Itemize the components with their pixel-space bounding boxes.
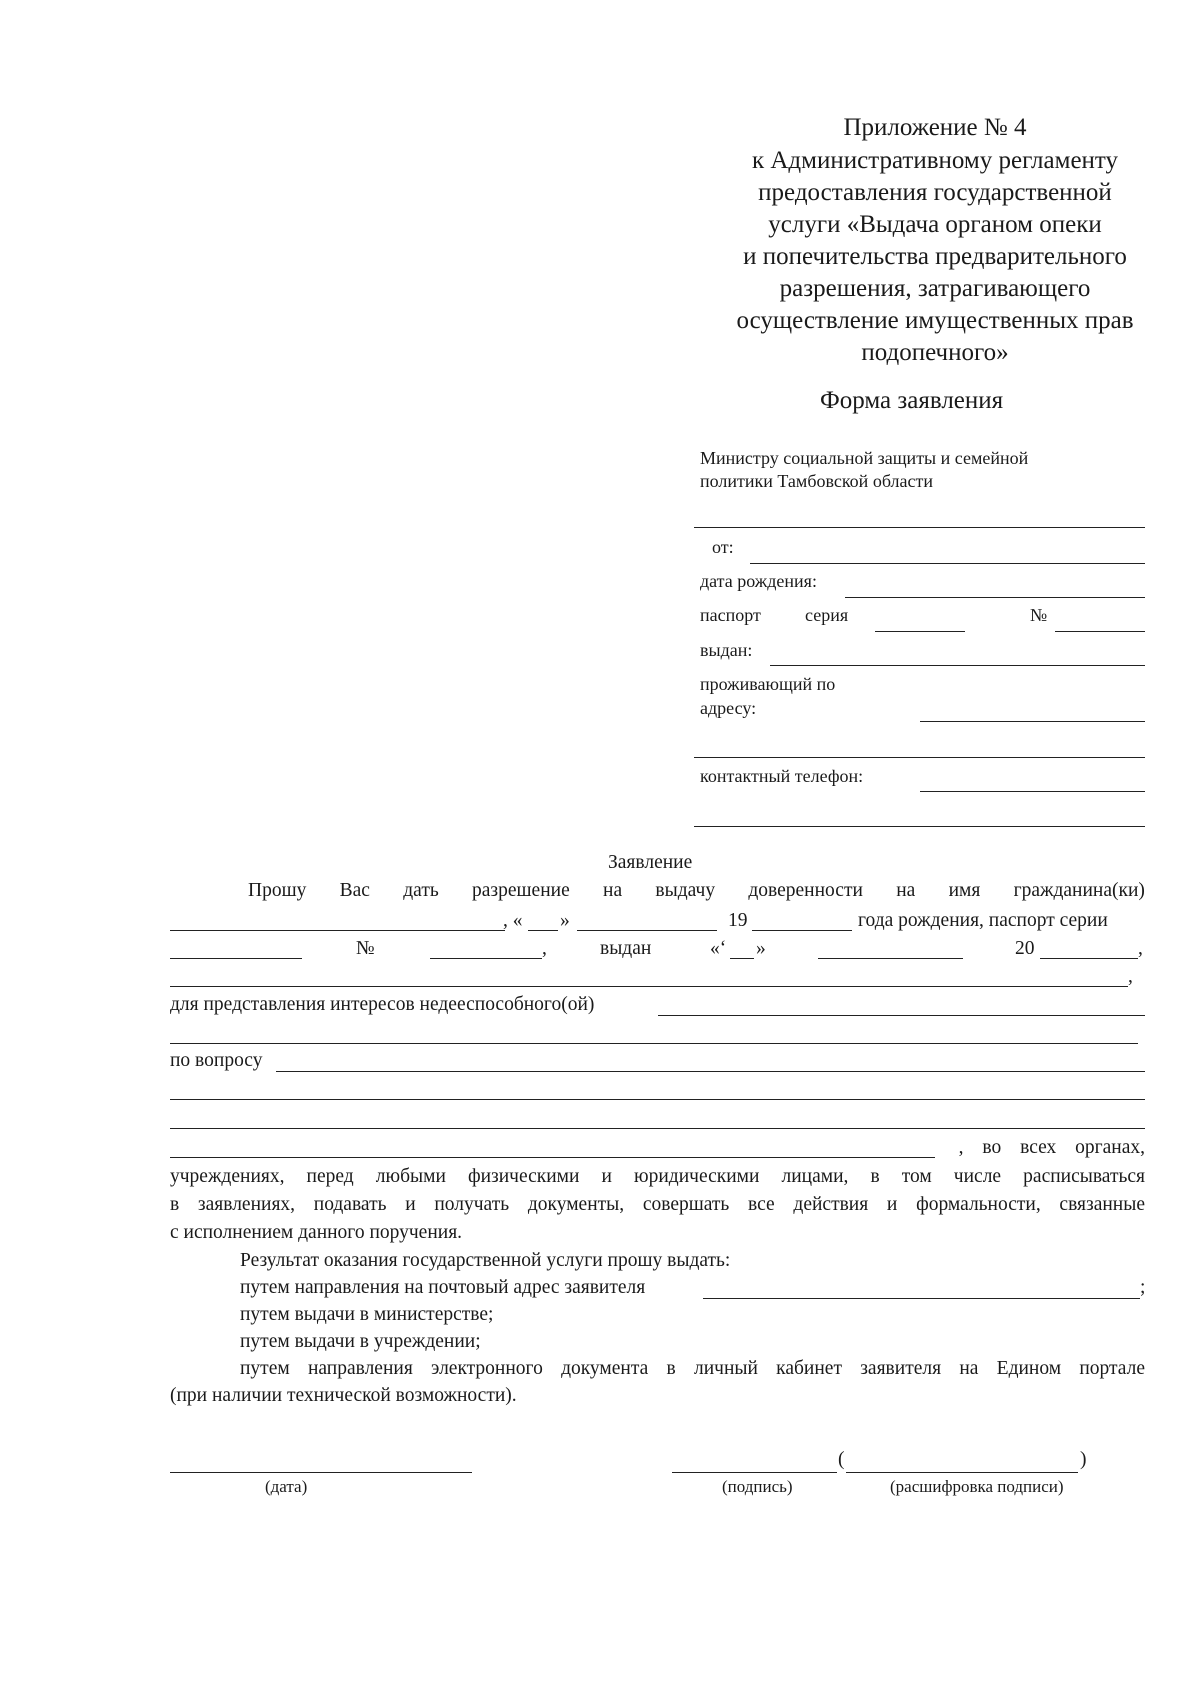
statement-title: Заявление bbox=[608, 852, 693, 873]
from-label: от: bbox=[712, 537, 734, 557]
incapable-name-field[interactable] bbox=[658, 1015, 1145, 1016]
birth-month-field[interactable] bbox=[577, 930, 717, 931]
paren-open: ( bbox=[838, 1449, 845, 1470]
word: доверенности bbox=[748, 880, 863, 901]
addressee-line: Министру социальной защиты и семейной bbox=[700, 448, 1029, 468]
issue-month-field[interactable] bbox=[818, 958, 963, 959]
address-field[interactable] bbox=[920, 721, 1145, 722]
form-title: Форма заявления bbox=[820, 387, 1004, 414]
word: дать bbox=[403, 880, 439, 901]
option-postal: путем направления на почтовый адрес заявителя bbox=[240, 1277, 646, 1298]
paren-close: ) bbox=[1080, 1449, 1087, 1470]
comma-quote: , « bbox=[503, 910, 523, 931]
year-20: 20 bbox=[1015, 938, 1035, 959]
dob-label: дата рождения: bbox=[700, 571, 817, 591]
citizen-name-field[interactable] bbox=[170, 930, 505, 931]
signature-label: (подпись) bbox=[722, 1477, 793, 1496]
year-19: 19 bbox=[728, 910, 748, 931]
header-line: услуги «Выдача органом опеки bbox=[768, 211, 1102, 238]
issued-label: выдан: bbox=[700, 640, 753, 660]
signature-decode-label: (расшифровка подписи) bbox=[890, 1477, 1064, 1496]
issued-text: выдан bbox=[600, 938, 652, 959]
word: разрешение bbox=[472, 880, 570, 901]
word: Прошу bbox=[248, 880, 307, 901]
statement-paragraph-1 bbox=[248, 880, 1145, 902]
blank-line[interactable] bbox=[694, 527, 1145, 528]
header-line: к Административному регламенту bbox=[751, 147, 1119, 174]
quote-close: » bbox=[756, 938, 766, 959]
paragraph-line: учреждениях, перед любыми физическими и юридическими лицами, в том числе расписываться bbox=[170, 1166, 1145, 1187]
header-line: Приложение № 4 bbox=[843, 114, 1027, 141]
header-line: разрешения, затрагивающего bbox=[779, 275, 1091, 302]
phone-label: контактный телефон: bbox=[700, 766, 864, 786]
comma-end: , bbox=[1128, 966, 1133, 987]
birth-day-field[interactable] bbox=[528, 930, 558, 931]
passport-number-label: № bbox=[1030, 605, 1048, 625]
question-field-2[interactable] bbox=[170, 1099, 1145, 1100]
word: Вас bbox=[339, 880, 370, 901]
semicolon: ; bbox=[1140, 1277, 1146, 1298]
paragraph-line: с исполнением данного поручения. bbox=[170, 1222, 463, 1243]
question-field[interactable] bbox=[276, 1071, 1145, 1072]
incapable-name-field-2[interactable] bbox=[170, 1043, 1138, 1044]
all-bodies-text: , во всех органах, bbox=[958, 1137, 1145, 1158]
option-portal-cont: (при наличии технической возможности). bbox=[170, 1385, 517, 1406]
series-field[interactable] bbox=[875, 631, 965, 632]
word: на bbox=[603, 880, 623, 901]
incapable-label: для представления интересов недееспособного(ой) bbox=[170, 994, 595, 1015]
paragraph-line: в заявлениях, подавать и получать документы, совершать все действия и формальности, связанные bbox=[170, 1194, 1145, 1215]
addressee-line: политики Тамбовской области bbox=[700, 471, 933, 491]
option-ministry: путем выдачи в министерстве; bbox=[240, 1304, 494, 1325]
series-label: серия bbox=[805, 605, 849, 625]
quote-open: «‘ bbox=[710, 938, 727, 959]
address-field-2[interactable] bbox=[694, 757, 1145, 758]
header-line: подопечного» bbox=[861, 339, 1009, 366]
word: на bbox=[896, 880, 916, 901]
phone-field[interactable] bbox=[920, 791, 1145, 792]
header-line: предоставления государственной bbox=[758, 179, 1112, 206]
comma: , bbox=[542, 938, 547, 959]
from-field[interactable] bbox=[750, 563, 1145, 564]
header-line: и попечительства предварительного bbox=[743, 243, 1127, 270]
question-field-3[interactable] bbox=[170, 1128, 1145, 1129]
birth-year-field[interactable] bbox=[752, 930, 852, 931]
question-field-4[interactable] bbox=[170, 1157, 935, 1158]
comma-end: , bbox=[1138, 938, 1143, 959]
word: выдачу bbox=[655, 880, 716, 901]
issued-field[interactable] bbox=[770, 665, 1145, 666]
passport-number-field[interactable] bbox=[1055, 631, 1145, 632]
passport-label: паспорт bbox=[700, 605, 761, 625]
option-institution: путем выдачи в учреждении; bbox=[240, 1331, 481, 1352]
word: имя bbox=[948, 880, 981, 901]
issue-year-field[interactable] bbox=[1040, 958, 1138, 959]
quote-close: » bbox=[560, 910, 570, 931]
header-line: осуществление имущественных прав bbox=[736, 307, 1134, 334]
issuer-field[interactable] bbox=[170, 986, 1128, 987]
question-label: по вопросу bbox=[170, 1050, 263, 1071]
birth-passport-text: года рождения, паспорт серии bbox=[858, 910, 1108, 931]
blank-line[interactable] bbox=[694, 826, 1145, 827]
number-sign: № bbox=[356, 938, 375, 959]
passport-series-field[interactable] bbox=[170, 958, 302, 959]
postal-address-field[interactable] bbox=[703, 1298, 1140, 1299]
issue-day-field[interactable] bbox=[730, 958, 754, 959]
address-label: адресу: bbox=[700, 698, 757, 718]
option-portal: путем направления электронного документа в личный кабинет заявителя на Едином портале bbox=[240, 1358, 1145, 1379]
result-intro: Результат оказания государственной услуги прошу выдать: bbox=[240, 1250, 731, 1271]
passport-number-field-2[interactable] bbox=[430, 958, 542, 959]
signature-field[interactable] bbox=[672, 1472, 837, 1473]
date-field[interactable] bbox=[170, 1472, 472, 1473]
date-label: (дата) bbox=[265, 1477, 308, 1496]
signature-decode-field[interactable] bbox=[846, 1472, 1078, 1473]
address-label: проживающий по bbox=[700, 674, 836, 694]
dob-field[interactable] bbox=[845, 597, 1145, 598]
word: гражданина(ки) bbox=[1013, 880, 1145, 901]
